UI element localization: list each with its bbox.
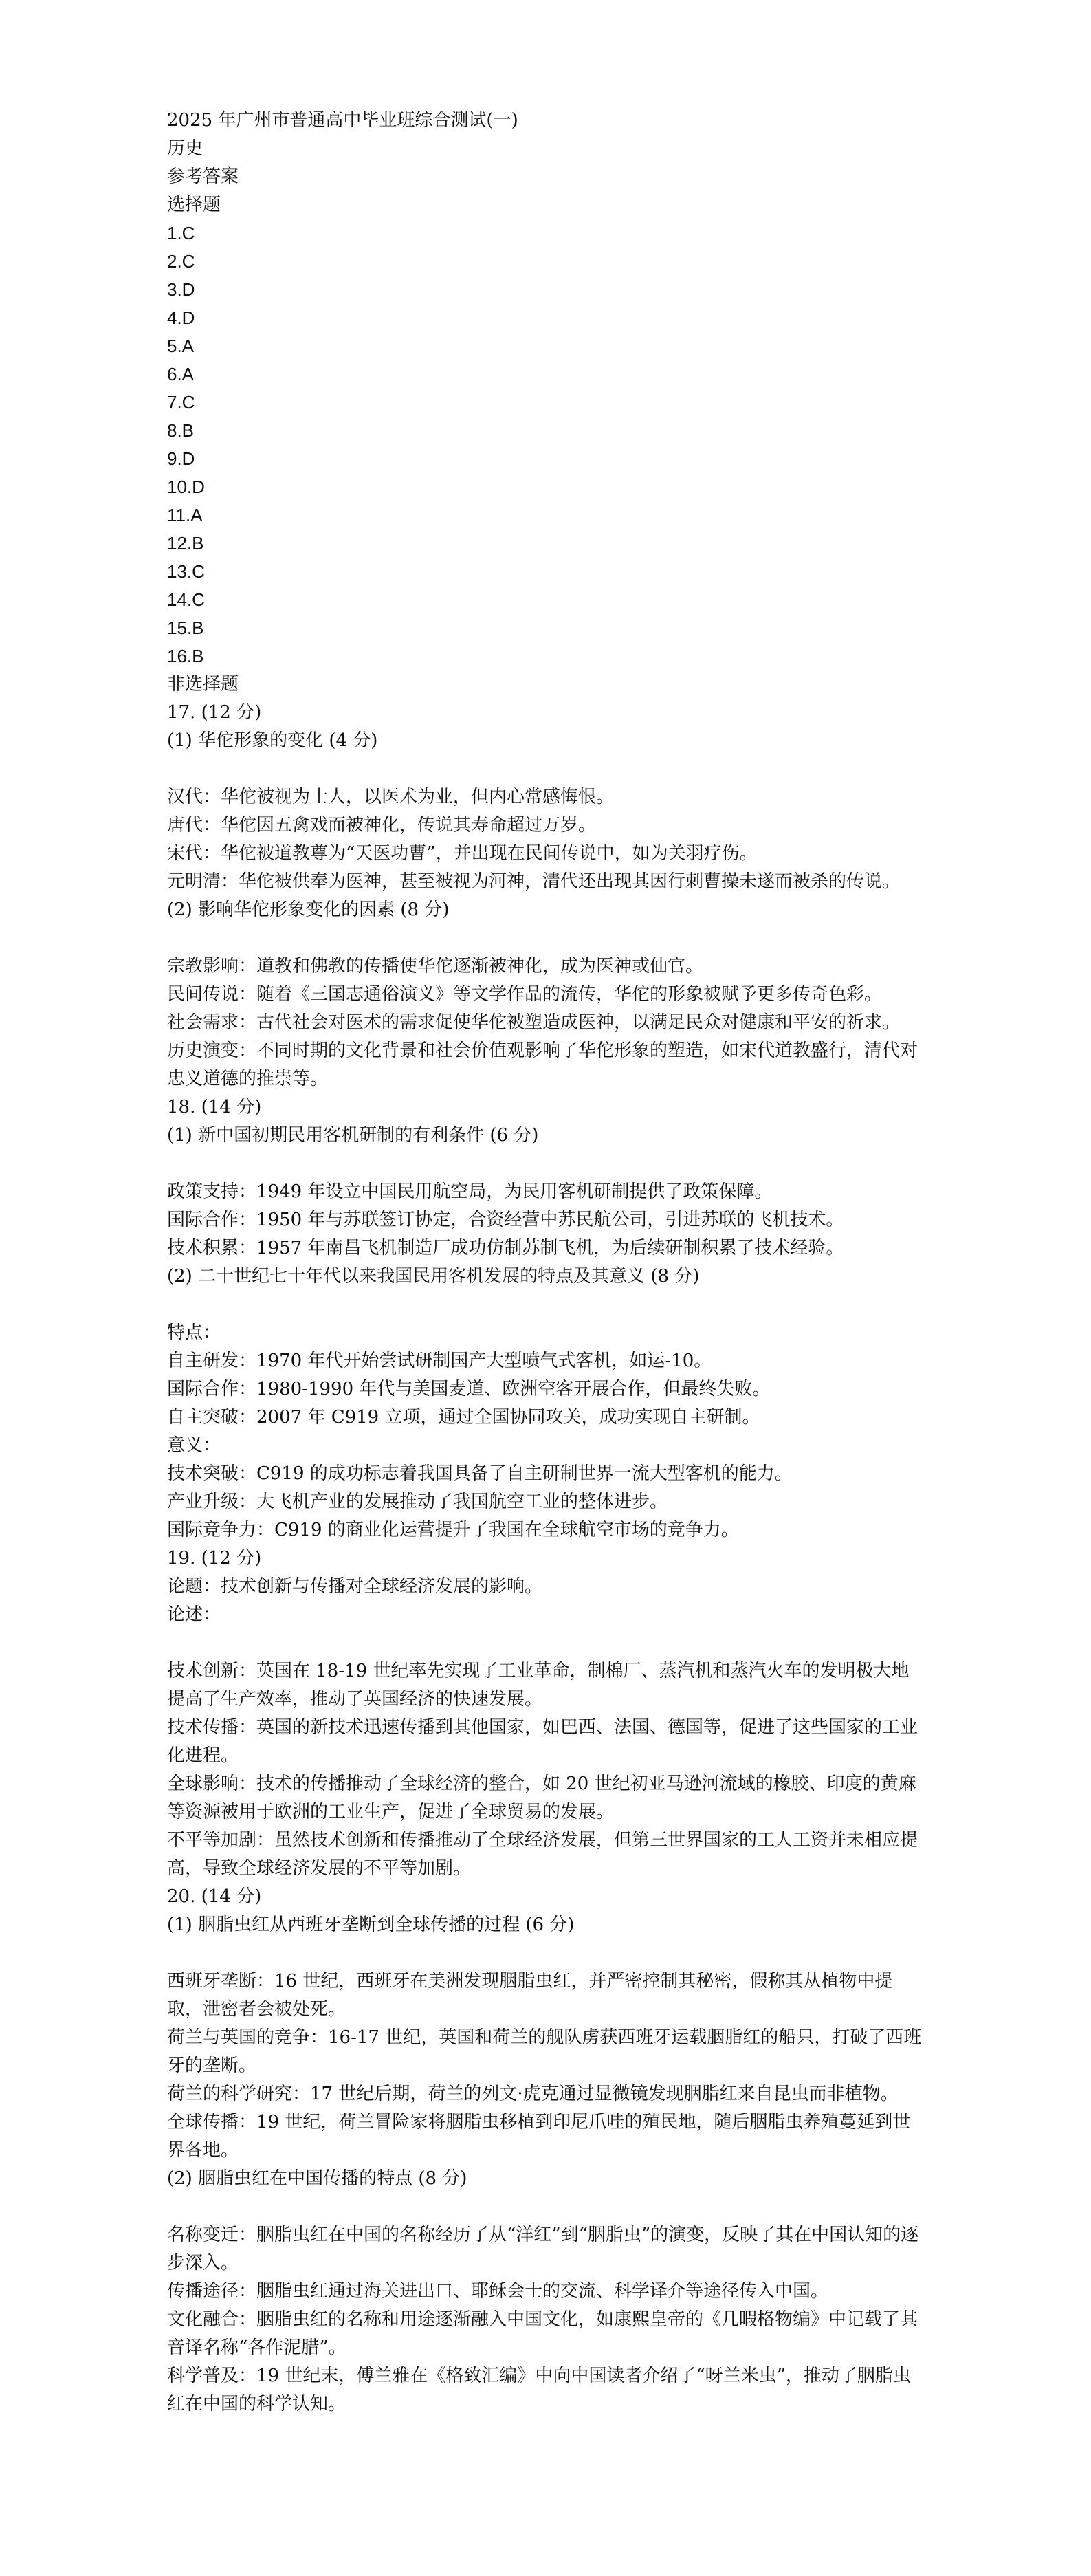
choice-answer: 4.D (167, 307, 195, 328)
choice-answer: 16.B (167, 646, 204, 666)
q18-part1-item: 政策支持：1949 年设立中国民用航空局，为民用客机研制提供了政策保障。 (167, 1181, 773, 1202)
q20-part1-title: (1) 胭脂虫红从西班牙垄断到全球传播的过程 (6 分) (167, 1914, 575, 1935)
q20-part2-item: 名称变迁：胭脂虫红在中国的名称经历了从“洋红”到“胭脂虫”的演变，反映了其在中国认知的逐步深入。 (167, 2225, 919, 2273)
q17-part2-title: (2) 影响华佗形象变化的因素 (8 分) (167, 899, 450, 920)
q17-part2-item: 宗教影响：道教和佛教的传播使华佗逐渐被神化，成为医神或仙官。 (167, 956, 704, 976)
q20-part1-item: 荷兰与英国的竞争：16-17 世纪，英国和荷兰的舰队虏获西班牙运载胭脂红的船只，打破了西班牙的垄断。 (167, 2027, 922, 2076)
q18-meaning-item: 产业升级：大飞机产业的发展推动了我国航空工业的整体进步。 (167, 1492, 668, 1512)
q18-part1-item: 国际合作：1950 年与苏联签订协定，合资经营中苏民航公司，引进苏联的飞机技术。 (167, 1210, 844, 1230)
choice-answer: 14.C (167, 589, 205, 610)
q19-argument-item: 技术创新：英国在 18-19 世纪率先实现了工业革命，制棉厂、蒸汽机和蒸汽火车的发明极大地提高了生产效率，推动了英国经济的快速发展。 (167, 1661, 910, 1710)
choice-answer: 13.C (167, 561, 205, 582)
q18-meaning-item: 国际竞争力：C919 的商业化运营提升了我国在全球航空市场的竞争力。 (167, 1520, 739, 1540)
q18-part1-item: 技术积累：1957 年南昌飞机制造厂成功仿制苏制飞机，为后续研制积累了技术经验。 (167, 1238, 844, 1258)
choice-answer: 11.A (167, 505, 203, 525)
subject-label: 历史 (167, 138, 203, 159)
q18-part2-title: (2) 二十世纪七十年代以来我国民用客机发展的特点及其意义 (8 分) (167, 1266, 700, 1287)
q20-part2-title: (2) 胭脂虫红在中国传播的特点 (8 分) (167, 2168, 467, 2189)
q19-argument-item: 技术传播：英国的新技术迅速传播到其他国家，如巴西、法国、德国等，促进了这些国家的工业化进程。 (167, 1717, 918, 1766)
choice-answer: 2.C (167, 251, 195, 272)
choice-answer: 10.D (167, 477, 205, 497)
q17-part2-item: 社会需求：古代社会对医术的需求促使华佗被塑造成医神，以满足民众对健康和平安的祈求。 (167, 1012, 901, 1033)
section-nonchoice-heading: 非选择题 (167, 674, 239, 695)
q18-part1-title: (1) 新中国初期民用客机研制的有利条件 (6 分) (167, 1125, 539, 1146)
q18-feature-item: 自主突破：2007 年 C919 立项，通过全国协同攻关，成功实现自主研制。 (167, 1407, 760, 1428)
q18-meaning-item: 技术突破：C919 的成功标志着我国具备了自主研制世界一流大型客机的能力。 (167, 1463, 793, 1484)
answer-document (167, 107, 923, 2419)
q20-part2-item: 科学普及：19 世纪末，傅兰雅在《格致汇编》中向中国读者介绍了“呀兰米虫”，推动了胭脂虫红在中国的科学认知。 (167, 2366, 911, 2414)
q19-argument-item: 全球影响：技术的传播推动了全球经济的整合，如 20 世纪初亚马逊河流域的橡胶、印度的黄麻等资源被用于欧洲的工业生产，促进了全球贸易的发展。 (167, 1773, 916, 1822)
choice-answer: 15.B (167, 618, 204, 638)
choice-answer: 9.D (167, 448, 195, 469)
q17-part2-item: 历史演变：不同时期的文化背景和社会价值观影响了华佗形象的塑造，如宋代道教盛行，清代对忠义道德的推崇等。 (167, 1040, 918, 1089)
choice-answer: 6.A (167, 364, 195, 384)
q17-part1-item: 唐代：华佗因五禽戏而被神化，传说其寿命超过万岁。 (167, 815, 597, 836)
q20-part2-item: 传播途径：胭脂虫红通过海关进出口、耶稣会士的交流、科学译介等途径传入中国。 (167, 2281, 829, 2302)
q20-part1-item: 荷兰的科学研究：17 世纪后期，荷兰的列文·虎克通过显微镜发现胭脂红来自昆虫而非植物。 (167, 2084, 899, 2104)
q18-feature-item: 自主研发：1970 年代开始尝试研制国产大型喷气式客机，如运-10。 (167, 1351, 712, 1371)
q17-part1-title: (1) 华佗形象的变化 (4 分) (167, 730, 378, 751)
doc-type-label: 参考答案 (167, 166, 239, 187)
q20-part2-item: 文化融合：胭脂虫红的名称和用途逐渐融入中国文化，如康熙皇帝的《几暇格物编》中记载了其音译名称“各作泥腊”。 (167, 2309, 918, 2358)
choice-answer: 8.B (167, 420, 195, 441)
q18-meaning-label: 意义： (167, 1435, 221, 1456)
q18-feature-item: 国际合作：1980-1990 年代与美国麦道、欧洲空客开展合作，但最终失败。 (167, 1379, 771, 1399)
section-choice-heading: 选择题 (167, 195, 221, 215)
q19-argument-item: 不平等加剧：虽然技术创新和传播推动了全球经济发展，但第三世界国家的工人工资并未相应提高，导致全球经济发展的不平等加剧。 (167, 1830, 918, 1879)
choice-answer: 1.C (167, 223, 195, 243)
choice-answer: 3.D (167, 279, 195, 300)
choice-answer: 5.A (167, 336, 195, 356)
choice-answer: 12.B (167, 533, 204, 554)
q17-part2-item: 民间传说：随着《三国志通俗演义》等文学作品的流传，华佗的形象被赋予更多传奇色彩。 (167, 984, 883, 1005)
q17-heading: 17. (12 分) (167, 702, 262, 723)
q18-features-label: 特点： (167, 1322, 221, 1343)
q20-part1-item: 全球传播：19 世纪，荷兰冒险家将胭脂虫移植到印尼爪哇的殖民地，随后胭脂虫养殖蔓延到世界各地。 (167, 2112, 911, 2161)
q19-topic: 论题：技术创新与传播对全球经济发展的影响。 (167, 1576, 543, 1597)
q17-part1-item: 汉代：华佗被视为士人，以医术为业，但内心常感悔恨。 (167, 787, 615, 807)
q18-heading: 18. (14 分) (167, 1097, 262, 1117)
exam-title: 2025 年广州市普通高中毕业班综合测试(一) (167, 110, 518, 131)
choice-answer-list (167, 219, 923, 670)
q19-argument-label: 论述： (167, 1604, 221, 1625)
q20-heading: 20. (14 分) (167, 1886, 262, 1907)
q20-part1-item: 西班牙垄断：16 世纪，西班牙在美洲发现胭脂虫红，并严密控制其秘密，假称其从植物中提取，泄密者会被处死。 (167, 1971, 893, 2020)
q17-part1-item: 元明清：华佗被供奉为医神，甚至被视为河神，清代还出现其因行刺曹操未遂而被杀的传说。 (167, 871, 901, 892)
q19-heading: 19. (12 分) (167, 1548, 262, 1569)
choice-answer: 7.C (167, 392, 195, 413)
q17-part1-item: 宋代：华佗被道教尊为“天医功曹”，并出现在民间传说中，如为关羽疗伤。 (167, 843, 758, 864)
